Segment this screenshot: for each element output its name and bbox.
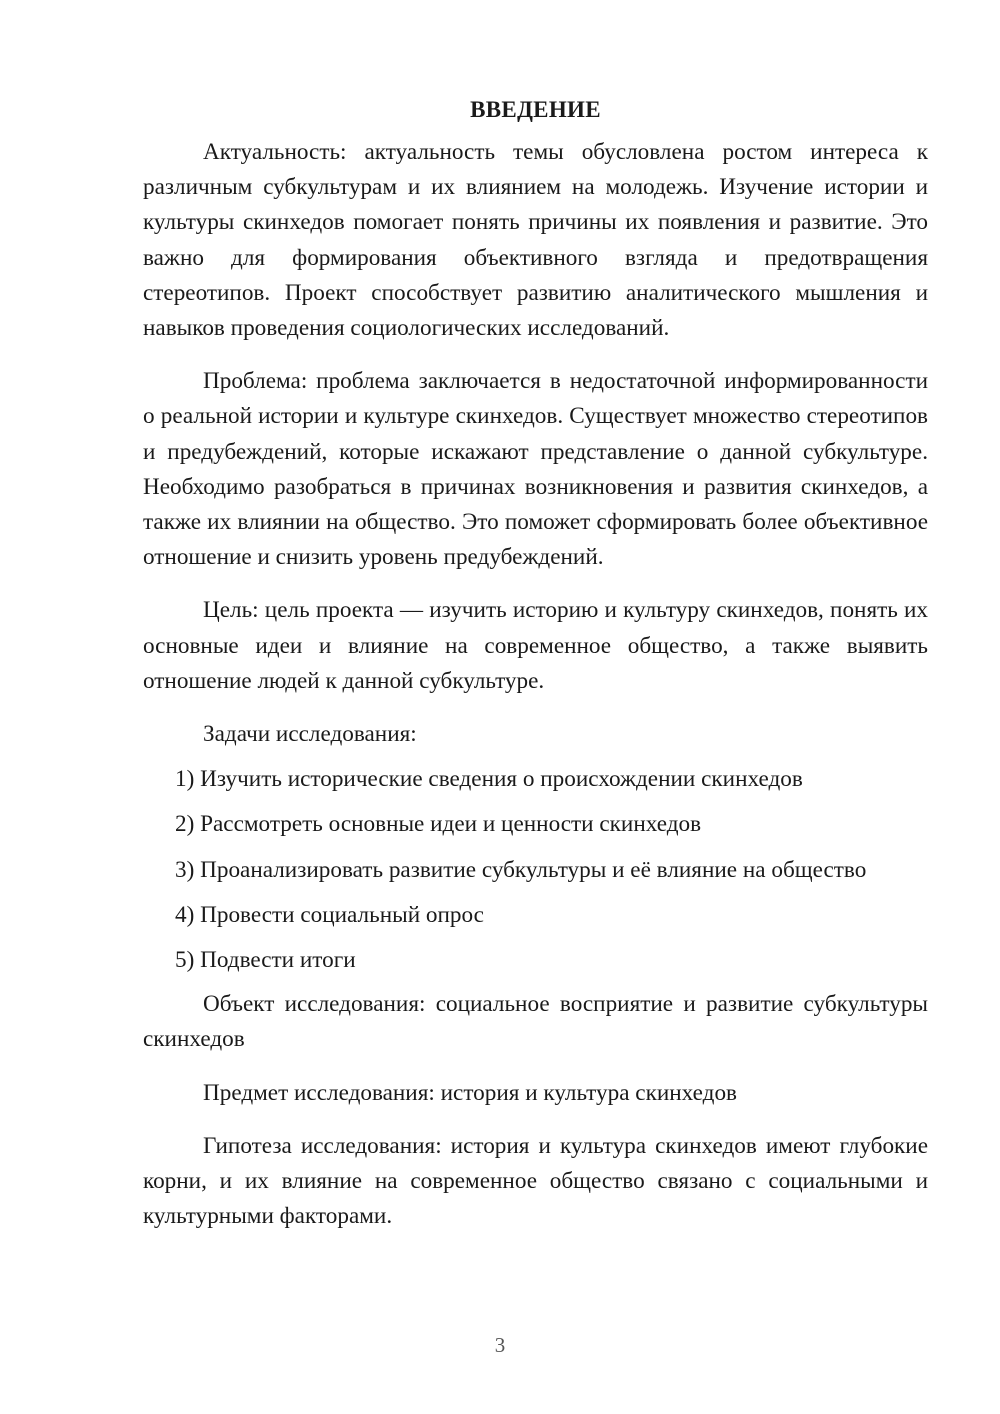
tasks-list	[143, 762, 928, 978]
hypothesis-paragraph: Гипотеза исследования: история и культура скинхедов имеют глубокие корни, и их влияние на современное общество связано с социальными и культурными факторами.	[143, 1132, 928, 1230]
page-number: 3	[494, 1333, 506, 1357]
task-item-5: 5) Подвести итоги	[175, 947, 356, 974]
document-page	[143, 92, 928, 1252]
section-heading: ВВЕДЕНИЕ	[470, 97, 601, 122]
subject-paragraph: Предмет исследования: история и культура скинхедов	[203, 1079, 738, 1106]
task-item-4: 4) Провести социальный опрос	[175, 901, 484, 928]
goal-paragraph: Цель: цель проекта — изучить историю и культуру скинхедов, понять их основные идеи и влияние на современное общество, а также выявить отношение людей к данной субкультуре.	[143, 597, 928, 694]
object-paragraph: Объект исследования: социальное восприятие и развитие субкультуры скинхедов	[143, 991, 928, 1053]
problem-paragraph: Проблема: проблема заключается в недостаточной информированности о реальной истории и культуре скинхедов. Существует множество стереотипов и предубеждений, которые искажают представление о данной субкультуре. Необходимо разобраться в причинах возникновения и развития скинхедов, а также их влиянии на общество. Это поможет сформировать более объективное отношение и снизить уровень предубеждений.	[143, 368, 928, 571]
task-item-3: 3) Проанализировать развитие субкультуры и её влияние на общество	[175, 856, 867, 883]
relevance-paragraph: Актуальность: актуальность темы обусловлена ростом интереса к различным субкультурам и их влиянием на молодежь. Изучение истории и культуры скинхедов помогает понять причины их появления и развитие. Это важно для формирования объективного взгляда и предотвращения стереотипов. Проект способствует развитию аналитического мышления и навыков проведения социологических исследований.	[143, 139, 928, 342]
task-item-1: 1) Изучить исторические сведения о происхождении скинхедов	[175, 766, 803, 793]
tasks-heading: Задачи исследования:	[203, 721, 417, 748]
task-item-2: 2) Рассмотреть основные идеи и ценности скинхедов	[175, 811, 702, 838]
